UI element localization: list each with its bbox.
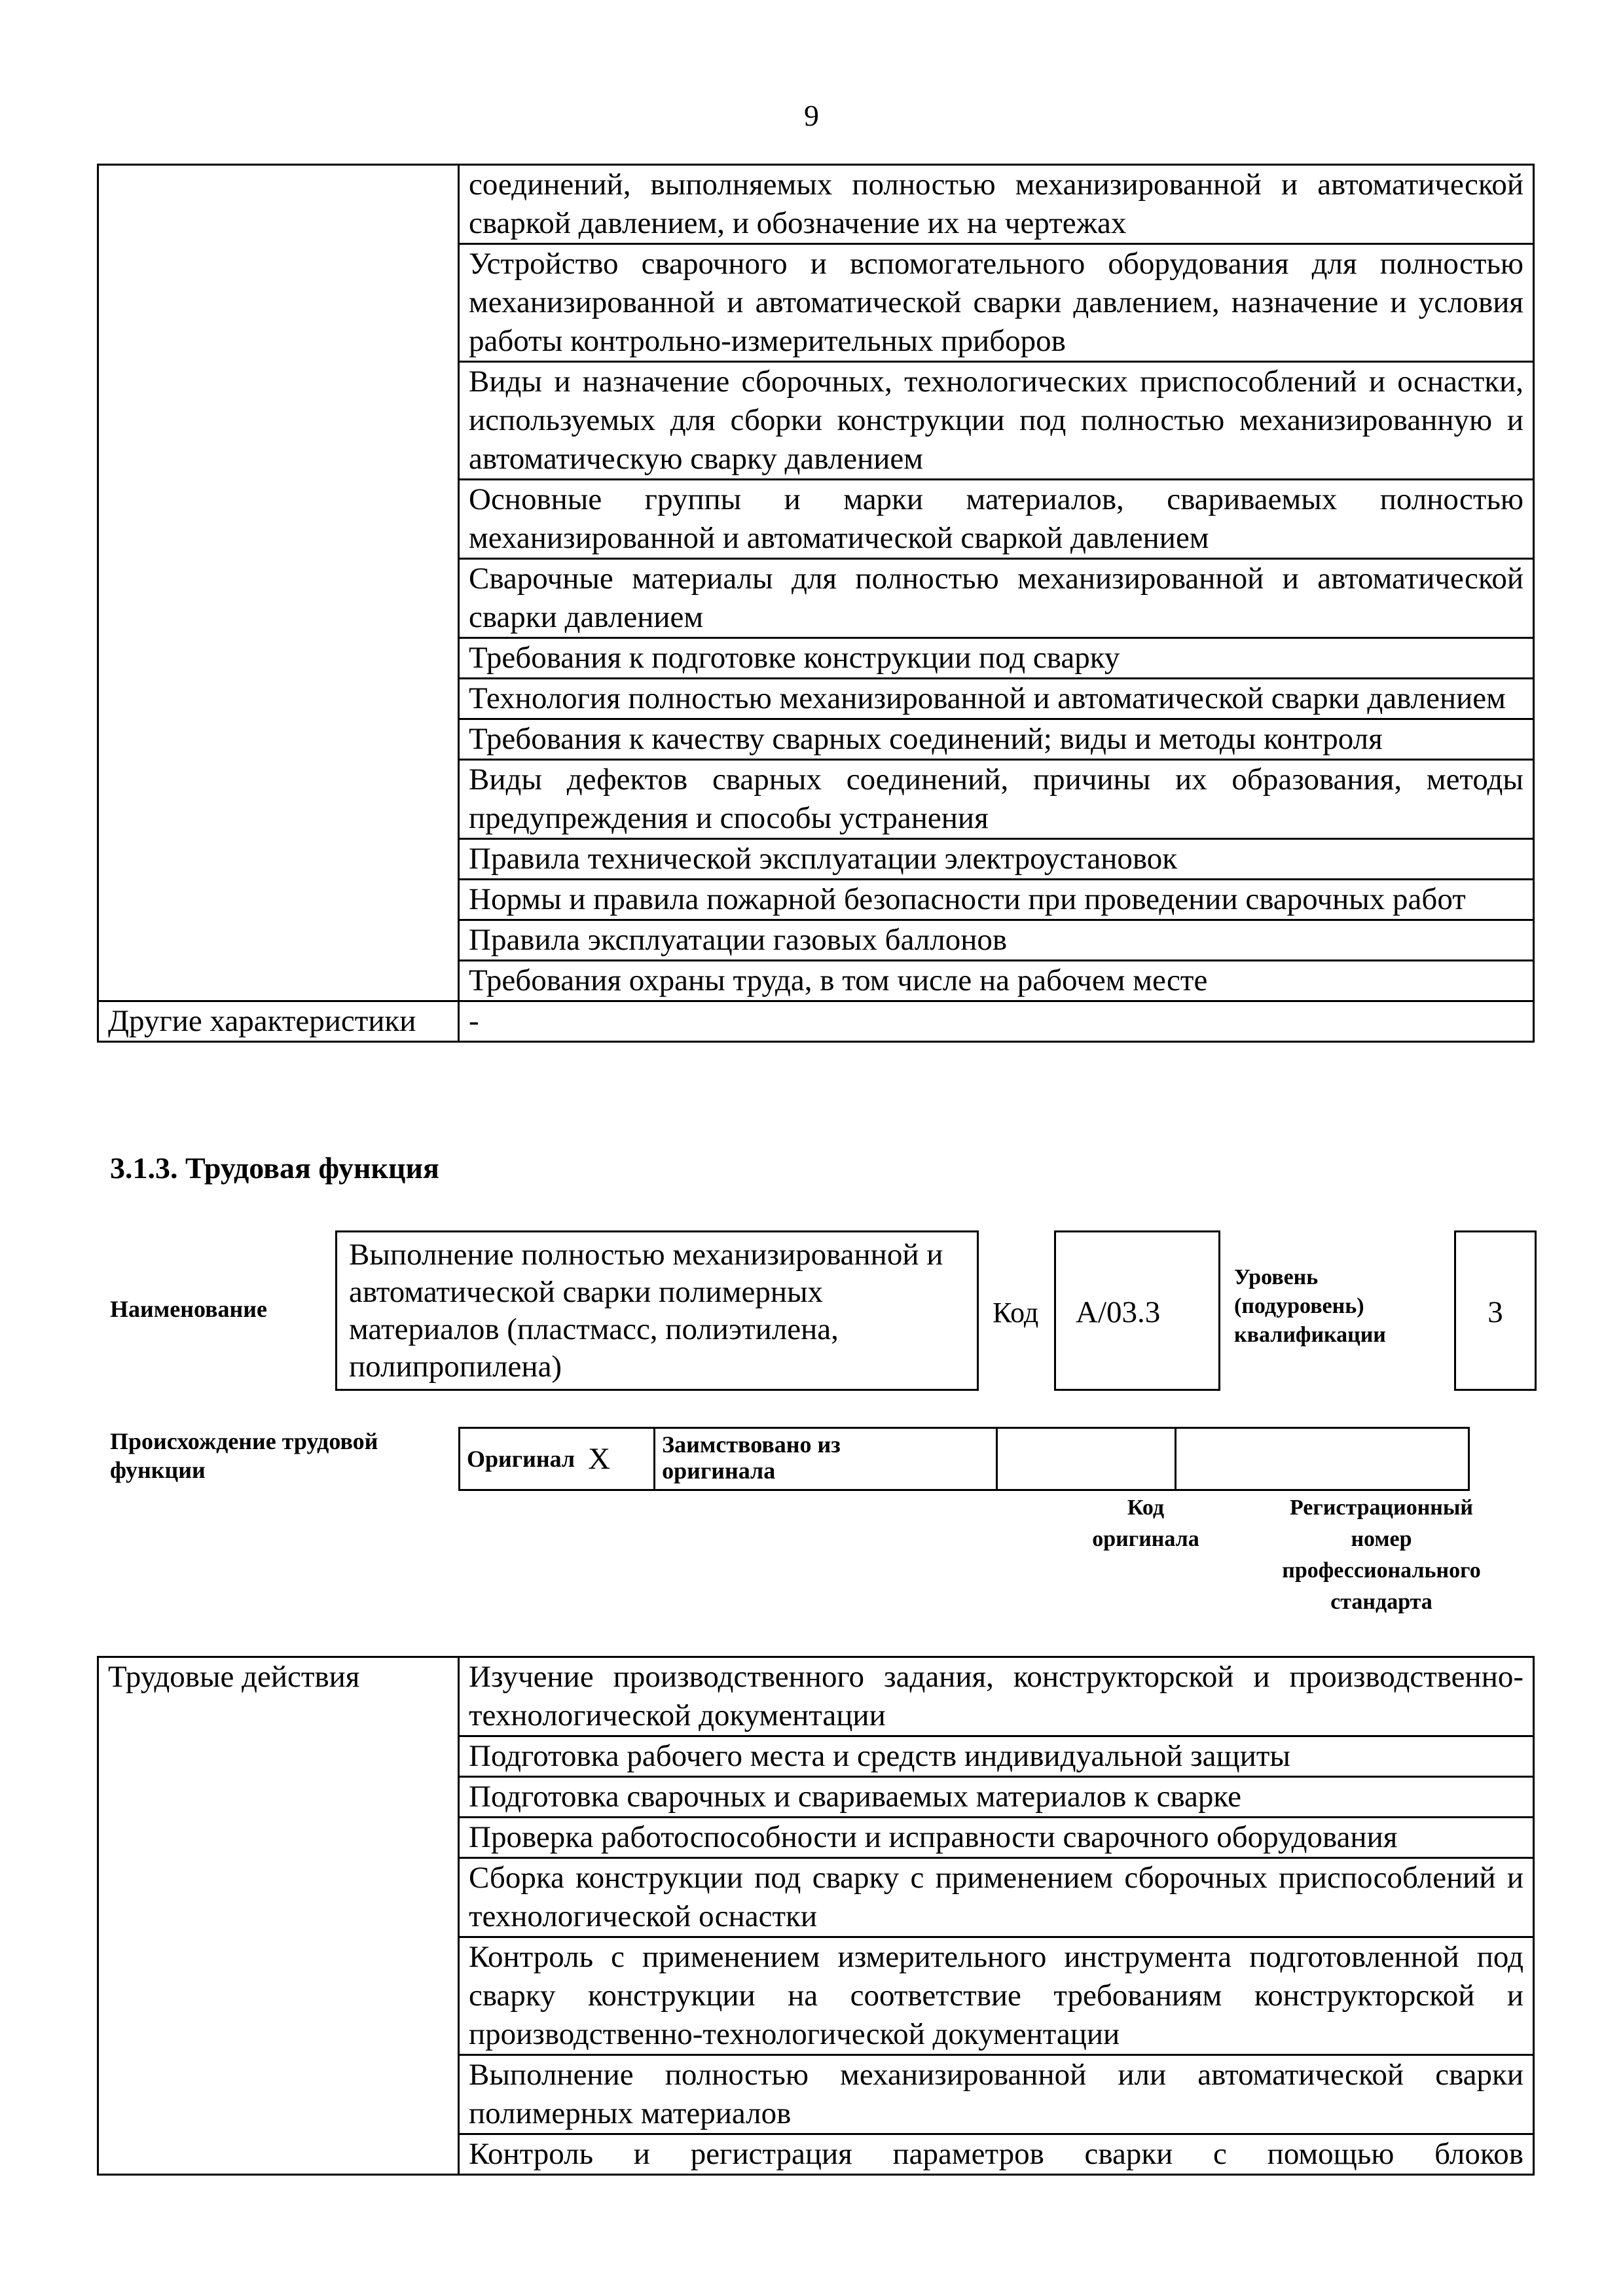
other-characteristics-value: -	[459, 1001, 1534, 1042]
knowledge-item: Устройство сварочного и вспомогательного оборудования для полностью механизированной и автоматической сварки давлением, назначение и условия работы контрольно-измерительных приборов	[459, 244, 1534, 362]
knowledge-table	[97, 164, 1535, 1043]
function-name-box: Выполнение полностью механизированной и автоматической сварки полимерных материалов (пластмасс, полиэтилена, полипропилена)	[335, 1230, 979, 1391]
original-label: Оригинал	[460, 1428, 582, 1490]
action-item: Подготовка сварочных и свариваемых материалов к сварке	[459, 1777, 1534, 1818]
action-item: Контроль с применением измерительного инструмента подготовленной под сварку конструкции на соответствие требованиям конструкторской и производственно-технологической документации	[459, 1937, 1534, 2055]
caption-registration-number	[1241, 1492, 1522, 1618]
knowledge-item: Основные группы и марки материалов, свариваемых полностью механизированной и автоматической сваркой давлением	[459, 480, 1534, 559]
caption-line: оригинала	[1092, 1527, 1199, 1551]
page-number: 9	[804, 99, 819, 132]
origin-label-line: Происхождение трудовой	[110, 1428, 378, 1454]
other-characteristics-label: Другие характеристики	[98, 1001, 459, 1042]
knowledge-item: Требования к подготовке конструкции под сварку	[459, 638, 1534, 679]
borrowed-label	[655, 1428, 997, 1490]
original-code-cell	[997, 1428, 1176, 1490]
action-item: Сборка конструкции под сварку с применением сборочных приспособлений и технологической оснастки	[459, 1858, 1534, 1937]
knowledge-item: Виды дефектов сварных соединений, причины их образования, методы предупреждения и способы устранения	[459, 760, 1534, 839]
action-item: Подготовка рабочего места и средств индивидуальной защиты	[459, 1736, 1534, 1777]
caption-original-code	[1057, 1492, 1234, 1555]
action-item: Выполнение полностью механизированной или автоматической сварки полимерных материалов	[459, 2055, 1534, 2134]
knowledge-item: Нормы и правила пожарной безопасности при проведении сварочных работ	[459, 880, 1534, 920]
knowledge-item: соединений, выполняемых полностью механизированной и автоматической сваркой давлением, и обозначение их на чертежах	[459, 165, 1534, 244]
registration-number-cell	[1176, 1428, 1469, 1490]
origin-table	[458, 1427, 1470, 1491]
action-item: Изучение производственного задания, конструкторской и производственно-технологической документации	[459, 1657, 1534, 1736]
action-item: Проверка работоспособности и исправности сварочного оборудования	[459, 1818, 1534, 1858]
actions-table	[97, 1656, 1535, 2176]
caption-line: номер	[1351, 1527, 1412, 1551]
level-label-line: (подуровень)	[1234, 1294, 1364, 1318]
level-label	[1234, 1263, 1386, 1350]
knowledge-item: Требования охраны труда, в том числе на рабочем месте	[459, 961, 1534, 1001]
original-mark: X	[581, 1428, 655, 1490]
knowledge-item: Требования к качеству сварных соединений; виды и методы контроля	[459, 719, 1534, 760]
level-value-box: 3	[1454, 1230, 1537, 1391]
actions-label: Трудовые действия	[98, 1657, 459, 2175]
function-code-box: A/03.3	[1054, 1230, 1220, 1391]
caption-line: Код	[1127, 1496, 1165, 1520]
knowledge-item: Технология полностью механизированной и автоматической сварки давлением	[459, 679, 1534, 719]
table-row	[98, 1001, 1534, 1042]
origin-label	[110, 1427, 378, 1484]
caption-line: профессионального	[1282, 1558, 1481, 1583]
knowledge-label-cell	[98, 165, 459, 1001]
caption-line: стандарта	[1330, 1590, 1432, 1614]
knowledge-item: Правила эксплуатации газовых баллонов	[459, 920, 1534, 961]
borrowed-label-line: Заимствовано из	[662, 1431, 841, 1458]
caption-line: Регистрационный	[1289, 1496, 1474, 1520]
level-label-line: Уровень	[1234, 1265, 1319, 1289]
knowledge-item: Правила технической эксплуатации электроустановок	[459, 839, 1534, 880]
table-row	[460, 1428, 1469, 1490]
level-label-line: квалификации	[1234, 1323, 1386, 1347]
section-title: 3.1.3. Трудовая функция	[110, 1151, 439, 1185]
borrowed-label-line: оригинала	[662, 1458, 776, 1484]
table-row	[98, 1657, 1534, 1736]
name-label: Наименование	[110, 1296, 267, 1322]
knowledge-item: Виды и назначение сборочных, технологических приспособлений и оснастки, используемых для сборки конструкции под полностью механизированную и автоматическую сварку давлением	[459, 362, 1534, 480]
knowledge-item: Сварочные материалы для полностью механизированной и автоматической сварки давлением	[459, 559, 1534, 638]
action-item: Контроль и регистрация параметров сварки с помощью блоков	[459, 2134, 1534, 2175]
origin-label-line: функции	[110, 1457, 206, 1483]
table-row	[98, 165, 1534, 244]
code-label: Код	[993, 1297, 1039, 1329]
